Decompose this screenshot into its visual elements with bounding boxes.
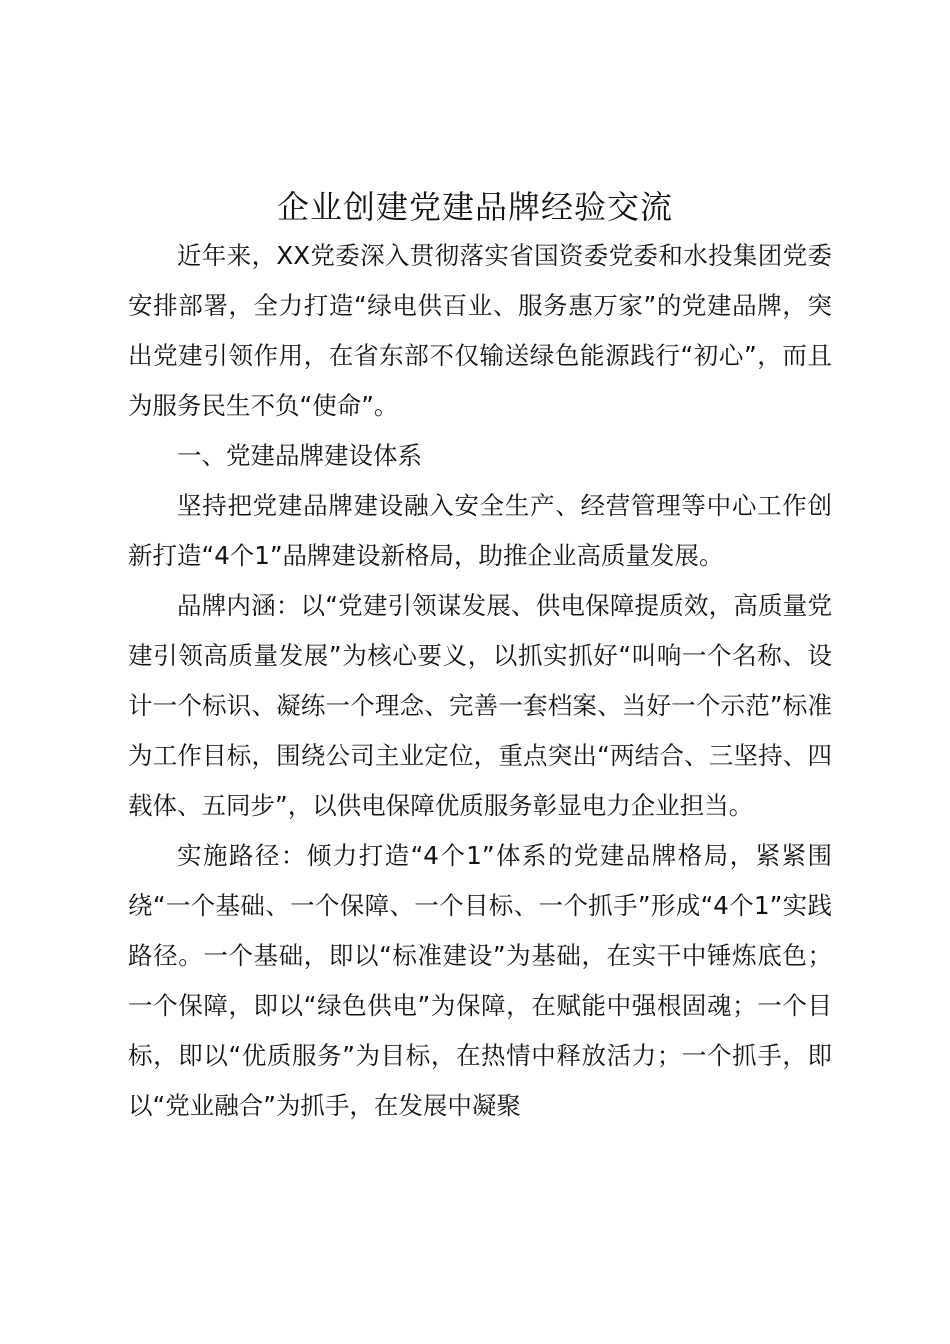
paragraph-brand-connotation: 品牌内涵：以“党建引领谋发展、供电保障提质效，高质量党建引领高质量发展”为核心要义，以抓实抓好“叫响一个名称、设计一个标识、凝练一个理念、完善一套档案、当好一个示范”标准为工作目标，围绕公司主业定位，重点突出“两结合、三坚持、四载体、五同步”，以供电保障优质服务彰显电力企业担当。 (128, 591, 832, 820)
paragraph-system: 坚持把党建品牌建设融入安全生产、经营管理等中心工作创新打造“4个1”品牌建设新格局，助推企业高质量发展。 (128, 491, 832, 570)
document-body (128, 231, 832, 1131)
paragraph-intro: 近年来，XX党委深入贯彻落实省国资委党委和水投集团党委安排部署，全力打造“绿电供百业、服务惠万家”的党建品牌，突出党建引领作用，在省东部不仅输送绿色能源践行“初心”，而且为服务民生不负“使命”。 (128, 241, 832, 420)
section-heading-1: 一、党建品牌建设体系 (177, 441, 422, 470)
document-title: 企业创建党建品牌经验交流 (276, 188, 673, 226)
paragraph-implementation-path: 实施路径：倾力打造“4个1”体系的党建品牌格局，紧紧围绕“一个基础、一个保障、一个目标、一个抓手”形成“4个1”实践路径。一个基础，即以“标准建设”为基础，在实干中锤炼底色；一个保障，即以“绿色供电”为保障，在赋能中强根固魂；一个目标，即以“优质服务”为目标，在热情中释放活力；一个抓手，即以“党业融合”为抓手，在发展中凝聚 (128, 841, 832, 1120)
